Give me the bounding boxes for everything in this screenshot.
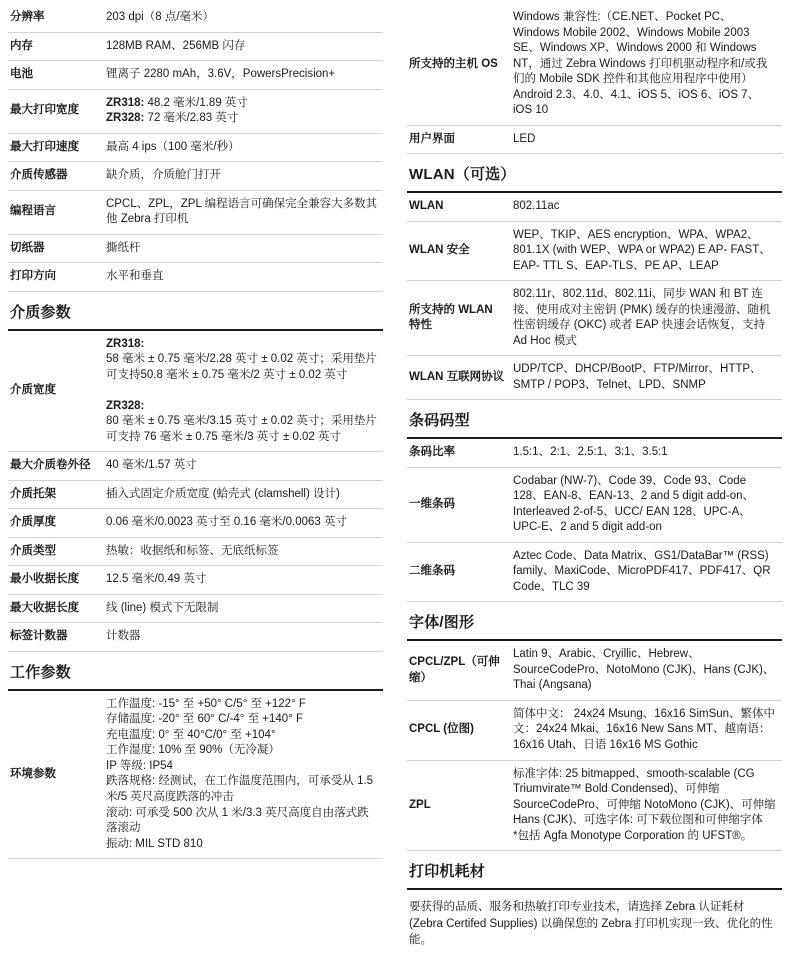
spec-row	[8, 32, 383, 61]
spec-row	[8, 566, 383, 595]
spec-key: 用户界面	[409, 132, 455, 145]
spec-row	[8, 190, 383, 234]
spec-key: 最大收据长度	[10, 601, 79, 614]
media-spec-body	[8, 331, 383, 652]
spec-value: 802.11r、802.11d、802.11i、同步 WAN 和 BT 连接、使用成对主密钥 (PMK) 缓存的快速漫游、随机性密钥缓存 (OKC) 或者 EAP 快速会话恢复，支持 Ad Hoc 模式	[513, 288, 771, 347]
spec-value: 标准字体: 25 bitmapped、smooth-scalable (CG Triumvirate™ Bold Condensed)、可伸缩 SourceCodePro、可伸缩 NotoMono (CJK)、可伸缩 Hans (CJK)、可选字体: 可下载位图和可伸缩字体 *包括 Agfa Monotype Corporation 的 UFST®。	[513, 767, 776, 842]
spec-key: 切纸器	[10, 241, 45, 254]
spec-key: WLAN 安全	[409, 244, 470, 257]
right-top-spec-body	[407, 4, 782, 154]
right-top-spec-table	[407, 4, 782, 154]
spec-value: 0.06 毫米/0.0023 英寸至 0.16 毫米/0.0063 英寸	[106, 516, 347, 529]
left-top-spec-body	[8, 4, 383, 291]
spec-value: 203 dpi（8 点/毫米）	[106, 11, 215, 23]
spec-value-sublabel: ZR328:	[106, 112, 145, 125]
wlan-section-heading: WLAN（可选）	[407, 154, 782, 193]
wlan-spec-body	[407, 193, 782, 400]
spec-value: 缺介质，介质舱门打开	[106, 169, 221, 182]
spec-row	[8, 509, 383, 538]
spec-row	[8, 331, 383, 452]
spec-value: UDP/TCP、DHCP/BootP、FTP/Mirror、HTTP、SMTP / POP3、Telnet、LPD、SNMP	[513, 363, 762, 391]
spec-row	[8, 61, 383, 90]
barcode-spec-body	[407, 439, 782, 602]
spec-row	[8, 537, 383, 566]
spec-key: 标签计数器	[10, 630, 68, 643]
spec-row	[8, 623, 383, 652]
spec-key: 环境参数	[10, 767, 56, 780]
spec-value: 线 (line) 模式下无限制	[106, 601, 219, 614]
spec-key: 最大打印宽度	[10, 104, 79, 117]
spec-key: ZPL	[409, 798, 431, 811]
spec-key: 最小收据长度	[10, 573, 79, 586]
spec-key: 内存	[10, 39, 33, 52]
spec-row	[407, 356, 782, 400]
spec-value-sublabel: ZR328:	[106, 399, 145, 412]
media-section-heading: 介质参数	[8, 292, 383, 331]
spec-key: 一维条码	[409, 498, 455, 511]
spec-value: 计数器	[106, 630, 141, 643]
spec-row	[407, 4, 782, 125]
spec-value: 128MB RAM、256MB 闪存	[106, 39, 246, 52]
work-section-heading: 工作参数	[8, 652, 383, 691]
spec-row	[407, 281, 782, 356]
spec-value: 1.5:1、2:1、2.5:1、3:1、3.5:1	[513, 446, 668, 459]
spec-row	[407, 760, 782, 851]
spec-value: CPCL、ZPL，ZPL 编程语言可确保完全兼容大多数其他 Zebra 打印机	[106, 197, 378, 226]
spec-row	[8, 234, 383, 263]
spec-row	[407, 641, 782, 700]
spec-row	[8, 263, 383, 292]
spec-value: Latin 9、Arabic、Cryillic、Hebrew、SourceCodePro、NotoMono (CJK)、Hans (CJK)、Thai (Angsana)	[513, 648, 775, 692]
spec-row	[407, 125, 782, 154]
supplies-paragraph: 要获得的品质、服务和热敏打印专业技术，请选择 Zebra 认证耗材 (Zebra Certifed Supplies) 以确保您的 Zebra 打印机实现一致、优化的性能。	[409, 901, 773, 947]
spec-row	[8, 162, 383, 191]
spec-key: 所支持的 WLAN 特性	[409, 303, 493, 332]
spec-key: 介质类型	[10, 544, 56, 557]
spec-key: CPCL (位图)	[409, 723, 474, 736]
spec-key: 最大打印速度	[10, 140, 79, 153]
spec-key: 二维条码	[409, 565, 455, 578]
spec-value-sublabel: ZR318:	[106, 96, 145, 109]
spec-key: CPCL/ZPL（可伸缩）	[409, 656, 500, 684]
spec-key: 最大介质卷外径	[10, 459, 91, 472]
spec-value: WEP、TKIP、AES encryption、WPA、WPA2、801.1X (with WEP、WPA or WPA2) E AP- FAST、EAP- TTL S、EAP-TLS、PE AP、LEAP	[513, 228, 771, 272]
spec-key: 编程语言	[10, 205, 56, 218]
spec-value: 工作温度: -15° 至 +50° C/5° 至 +122° F 存储温度: -20° 至 60° C/-4° 至 +140° F 充电温度: 0° 至 40°C/0° 至 +104° 工作湿度: 10% 至 90%（无冷凝） IP 等级: IP54 跌落规格: 经测试，在工作温度范围内，可承受从 1.5 米/5 英尺高度跌落的冲击 滚动: 可承受 500 次从 1 米/3.3 英尺高度自由落式跌落滚动 振动: MIL STD 810	[106, 697, 374, 850]
left-top-spec-table	[8, 4, 383, 292]
spec-value: 热敏：收据纸和标签、无底纸标签	[106, 544, 279, 557]
spec-row	[8, 594, 383, 623]
spec-value: 802.11ac	[513, 200, 560, 213]
font-spec-body	[407, 641, 782, 850]
spec-key: 分辨率	[10, 11, 45, 23]
spec-key: WLAN 互联网协议	[409, 371, 505, 383]
spec-value: 40 毫米/1.57 英寸	[106, 459, 197, 472]
spec-value-sublabel: ZR318:	[106, 337, 145, 350]
spec-value: Aztec Code、Data Matrix、GS1/DataBar™ (RSS) family、MaxiCode、MicroPDF417、PDF417、QR Code、TLC 39	[513, 549, 771, 593]
wlan-spec-table	[407, 193, 782, 400]
spec-value: ZR318: 58 毫米 ± 0.75 毫米/2.28 英寸 ± 0.02 英寸；采用垫片可支持50.8 毫米 ± 0.75 毫米/2 英寸 ± 0.02 英寸 ZR328: 80 毫米 ± 0.75 毫米/3.15 英寸 ± 0.02 英寸；采用垫片可支持 76 毫米 ± 0.75 毫米/3 英寸 ± 0.02 英寸	[106, 337, 377, 443]
work-spec-table	[8, 691, 383, 859]
spec-value: 水平和垂直	[106, 270, 164, 283]
supplies-section-heading: 打印机耗材	[407, 851, 782, 890]
font-section-heading: 字体/图形	[407, 602, 782, 641]
barcode-section-heading: 条码码型	[407, 400, 782, 439]
spec-key: 介质宽度	[10, 384, 56, 397]
spec-value: 撕纸杆	[106, 241, 141, 254]
spec-key: 条码比率	[409, 446, 455, 459]
spec-row	[8, 89, 383, 133]
spec-row	[407, 193, 782, 221]
spec-row	[8, 480, 383, 509]
spec-value: Codabar (NW-7)、Code 39、Code 93、Code 128、EAN-8、EAN-13、2 and 5 digit add-on、Interleaved 2-of-5、UCC/ EAN 128、UPC-A、UPC-E、2 and 5 digit add-on	[513, 474, 754, 534]
spec-key: 介质厚度	[10, 516, 56, 529]
spec-row	[8, 133, 383, 162]
spec-key: 介质托架	[10, 487, 56, 500]
spec-key: 电池	[10, 68, 33, 81]
spec-value: 简体中文： 24x24 Msung、16x16 SimSun、繁体中文：24x24 Mkai、16x16 New Sans MT、越南语：16x16 Utah、日语 16x16 MS Gothic	[513, 707, 776, 751]
spec-key: 所支持的主机 OS	[409, 57, 498, 70]
spec-row	[8, 4, 383, 32]
spec-row	[8, 452, 383, 481]
font-spec-table	[407, 641, 782, 851]
spec-row	[407, 467, 782, 542]
spec-key: WLAN	[409, 200, 444, 213]
spec-value: LED	[513, 132, 536, 145]
spec-value: 插入式固定介质宽度 (蛤壳式 (clamshell) 设计)	[106, 487, 340, 500]
spec-value: ZR318: 48.2 毫米/1.89 英寸 ZR328: 72 毫米/2.83 英寸	[106, 96, 248, 125]
spec-row	[8, 691, 383, 859]
spec-row	[407, 700, 782, 760]
spec-value: 最高 4 ips（100 毫米/秒）	[106, 140, 240, 153]
left-column	[0, 4, 395, 962]
spec-row	[407, 439, 782, 467]
barcode-spec-table	[407, 439, 782, 602]
right-column	[395, 4, 790, 962]
spec-row	[407, 542, 782, 602]
spec-row	[407, 221, 782, 281]
media-spec-table	[8, 331, 383, 652]
spec-key: 打印方向	[10, 270, 56, 283]
spec-value: 锂离子 2280 mAh，3.6V，PowersPrecision+	[106, 68, 336, 81]
work-spec-body	[8, 691, 383, 859]
spec-key: 介质传感器	[10, 169, 68, 182]
spec-value: Windows 兼容性:（CE.NET、Pocket PC、Windows Mobile 2002、Windows Mobile 2003 SE、Windows XP、Windows 2000 和 Windows NT，通过 Zebra Windows 打印机驱动程序和/或我们的 Mobile SDK 控件和其他应用程序中使用）Android 2.3、4.0、4.1、iOS 5、iOS 6、iOS 7、iOS 10	[513, 11, 768, 117]
spec-value: 12.5 毫米/0.49 英寸	[106, 573, 207, 586]
